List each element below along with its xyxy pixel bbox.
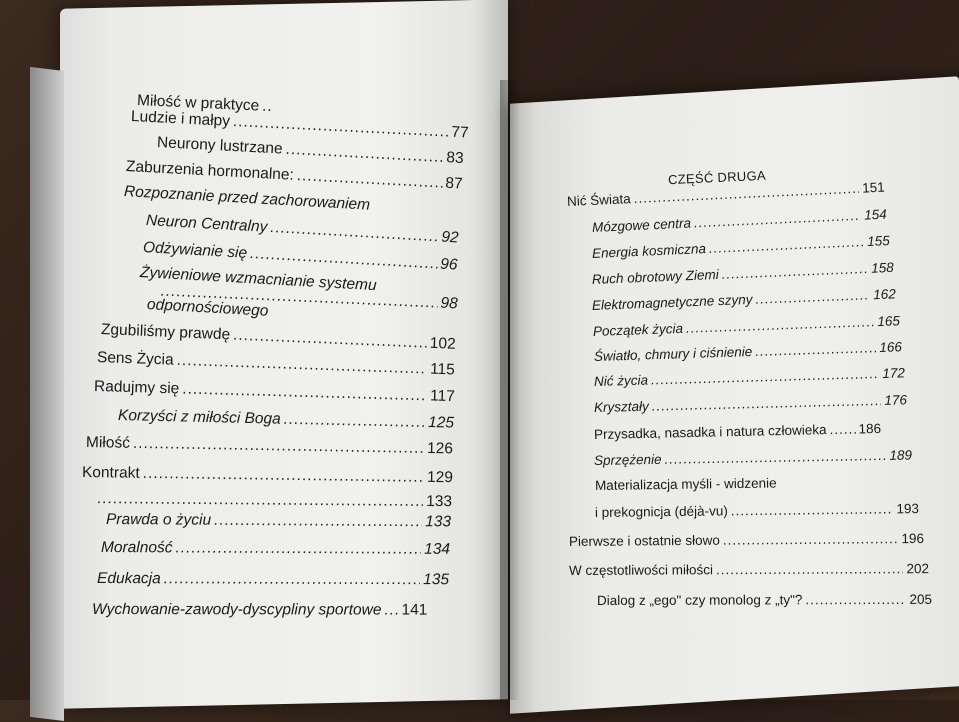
toc-entry-page: 196 (901, 530, 925, 547)
toc-entry-page: 92 (440, 228, 460, 247)
toc-entry-title: Wychowanie-zawody-dyscypliny sportowe (91, 601, 382, 619)
toc-entry-title: Miłość (85, 434, 131, 452)
toc-entry-title: Przysadka, nasadka i natura człowieka (593, 422, 827, 442)
toc-entry-title: Sprzężenie (593, 451, 662, 468)
toc-entry (592, 260, 894, 287)
toc-entry-title: Zaburzenia hormonalne: (125, 158, 295, 184)
toc-entry-title: Ludzie i małpy (130, 108, 231, 130)
toc-entry-page: 189 (889, 447, 913, 463)
toc-entry-page: 158 (870, 259, 895, 276)
toc-entry-title: Neurony lustrzane (156, 134, 284, 158)
toc-entry-page: 102 (429, 334, 457, 353)
toc-entry-page: 98 (440, 294, 459, 313)
toc-entry-page: 151 (861, 179, 886, 196)
toc-entry-page: 129 (426, 468, 454, 487)
toc-entry (569, 531, 924, 549)
toc-entry-page: 134 (424, 540, 451, 558)
toc-entry (593, 313, 900, 339)
toc-entry-title: Nić życia (593, 372, 649, 389)
toc-entry-page: 176 (884, 392, 908, 408)
toc-entry-title: Prawda o życiu (105, 511, 212, 529)
toc-leader-dots (664, 448, 886, 467)
toc-entry (595, 501, 919, 520)
toc-entry-page: 133 (425, 513, 452, 531)
toc-leader-dots (805, 592, 906, 607)
toc-entry (592, 207, 887, 235)
toc-leader-dots (709, 234, 865, 256)
toc-leader-dots (723, 531, 899, 548)
toc-entry-title: Odżywianie się (142, 239, 248, 262)
toc-entry-title: Zgubiliśmy prawdę (100, 321, 231, 344)
toc-entry-page: 77 (450, 123, 470, 142)
toc-entry-title: W częstotliwości miłości (568, 562, 714, 578)
toc-leader-dots (652, 393, 882, 414)
toc-entry-title: Miłość w praktyce (136, 92, 260, 115)
toc-entry-title: Żywieniowe wzmacnianie systemu (139, 264, 378, 295)
toc-leader-dots (686, 314, 875, 336)
toc-entry (594, 365, 905, 389)
toc-entry (592, 286, 896, 313)
toc-entry-page: 193 (896, 501, 920, 517)
toc-entry-page: 202 (906, 561, 930, 577)
toc-entry-title: Pierwsze i ostatnie słowo (568, 532, 720, 549)
toc-entry-page: 133 (426, 492, 453, 511)
toc-entry (567, 180, 885, 209)
toc-entry-title: Mózgowe centra (591, 215, 692, 235)
section-heading: CZĘŚĆ DRUGA (667, 167, 767, 188)
toc-entry-page: 166 (879, 339, 903, 356)
toc-entry (594, 339, 902, 364)
toc-entry-title: Rozpoznanie przed zachorowaniem (123, 183, 371, 214)
toc-entry-title: Dialog z „ego" czy monolog z „ty"? (596, 592, 803, 608)
toc-leader-dots (731, 501, 894, 518)
toc-entry-page: 96 (439, 255, 459, 274)
toc-entry-title: Edukacja (96, 570, 161, 588)
toc-entry-title: Materializacja myśli - widzenie (594, 475, 777, 493)
toc-entry-title: Nić Świata (566, 191, 632, 209)
toc-entry (592, 233, 890, 261)
toc-entry-title: Sens Życia (96, 349, 174, 369)
toc-entry-title: Moralność (100, 539, 173, 557)
toc-entry-page: 162 (872, 286, 897, 303)
toc-entry-page: 87 (444, 174, 464, 193)
toc-entry-page: 141 (401, 601, 428, 619)
toc-leader-dots (755, 287, 870, 306)
toc-entry-page: 205 (909, 591, 933, 607)
toc-leader-dots (716, 561, 904, 577)
toc-entry-title: Początek życia (592, 320, 684, 339)
toc-entry (594, 447, 912, 468)
toc-entry (569, 561, 929, 578)
toc-leader-dots (721, 261, 868, 282)
toc-entry (594, 420, 910, 442)
toc-entry-title: Korzyści z miłości Boga (117, 407, 281, 428)
toc-leader-dots (633, 181, 859, 206)
toc-entry-title: Kontrakt (81, 464, 140, 482)
toc-entry-title: Światło, chmury i ciśnienie (593, 344, 753, 364)
toc-entry-page: 186 (858, 420, 882, 437)
toc-entry-title: odpornościowego (146, 296, 269, 320)
toc-leader-dots (755, 340, 877, 359)
toc-entry-title: Neuron Centralny (145, 212, 268, 236)
toc-entry-page: 154 (863, 206, 888, 223)
toc-entry (595, 475, 825, 493)
toc-entry-page: 115 (429, 360, 456, 379)
toc-entry-title: Kryształy (593, 398, 649, 415)
toc-entry (597, 592, 932, 608)
toc-entry-page: 172 (882, 365, 906, 381)
toc-entry-page: 126 (426, 439, 454, 458)
toc-entry-page: 135 (423, 571, 450, 589)
toc-entry-page: 155 (866, 233, 891, 249)
toc-entry (594, 392, 907, 415)
toc-entry-title: Energia kosmiczna (591, 241, 707, 261)
toc-entry-title: i prekognicja (déjà-vu) (594, 503, 728, 520)
toc-entry-page: 83 (445, 149, 465, 168)
toc-entry-page: 165 (877, 313, 901, 330)
toc-entry-title: Radujmy się (93, 378, 180, 398)
toc-entry-title: Elektromagnetyczne szyny (591, 291, 753, 313)
toc-entry-title: Ruch obrotowy Ziemi (591, 266, 719, 287)
toc-leader-dots (651, 366, 880, 387)
toc-leader-dots (694, 208, 862, 231)
toc-entry-page: 125 (427, 414, 455, 432)
toc-entry-page: 117 (429, 387, 456, 406)
toc-leader-dots (829, 422, 855, 438)
